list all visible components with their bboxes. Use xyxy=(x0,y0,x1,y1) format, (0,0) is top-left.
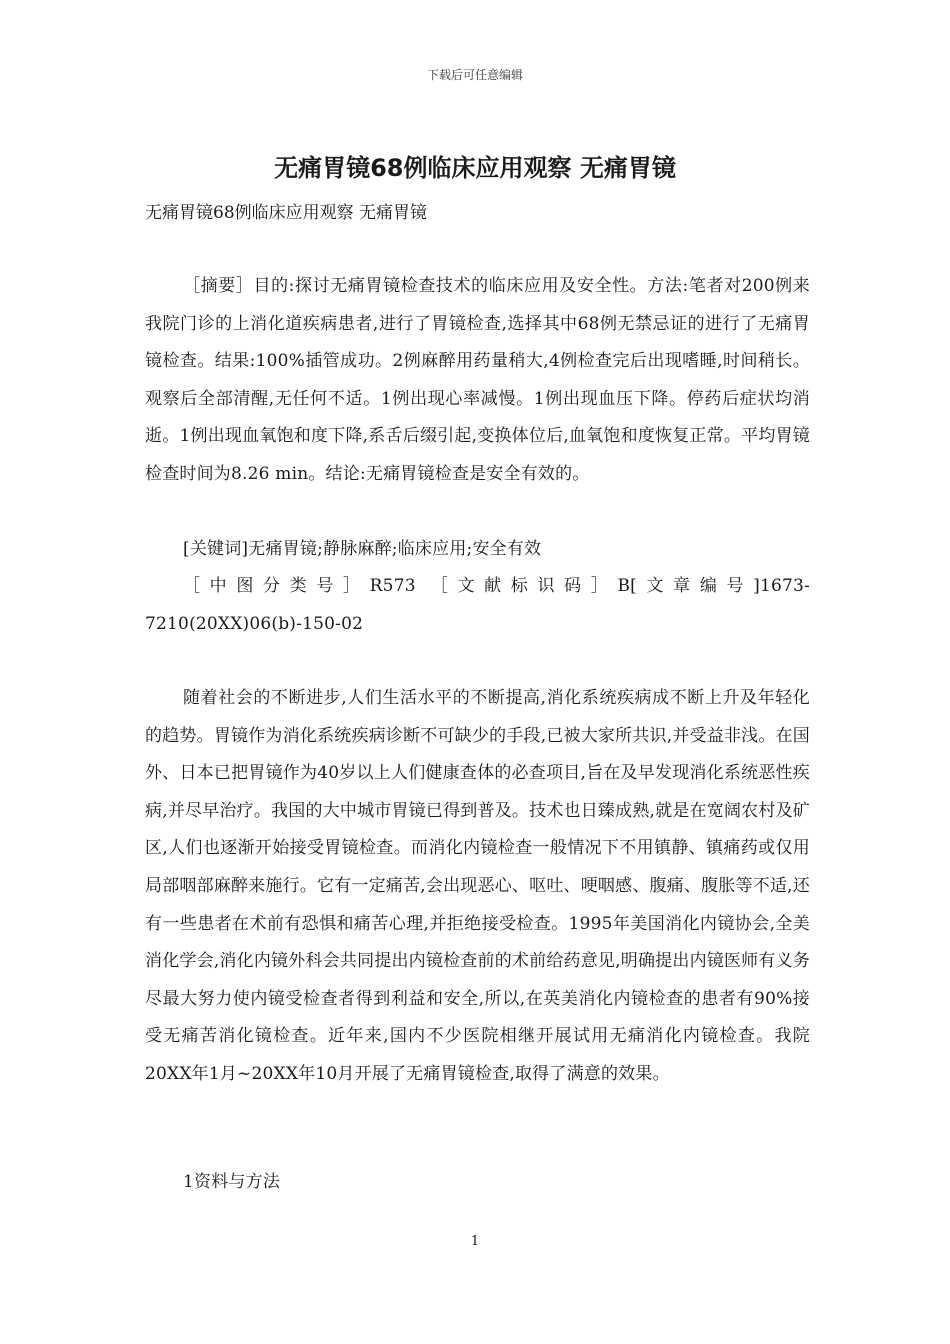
keywords-line: [关键词]无痛胃镜;静脉麻醉;临床应用;安全有效 xyxy=(183,539,542,559)
page-number: 1 xyxy=(470,1234,480,1249)
introduction-paragraph: 随着社会的不断进步,人们生活水平的不断提高,消化系统疾病成不断上升及年轻化的趋势。胃镜作为消化系统疾病诊断不可缺少的手段,已被大家所共识,并受益非浅。在国外、日本已把胃镜作为40岁以上人们健康查体的必查项目,旨在及早发现消化系统恶性疾病,并尽早治疗。我国的大中城市胃镜已得到普及。技术也日臻成熟,就是在宽阔农村及矿区,人们也逐渐开始接受胃镜检查。而消化内镜检查一般情况下不用镇静、镇痛药或仅用局部咽部麻醉来施行。它有一定痛苦,会出现恶心、呕吐、哽咽感、腹痛、腹胀等不适,还有一些患者在术前有恐惧和痛苦心理,并拒绝接受检查。1995年美国消化内镜协会,全美消化学会,消化内镜外科会共同提出内镜检查前的术前给药意见,明确提出内镜医师有义务尽最大努力使内镜受检查者得到利益和安全,所以,在英美消化内镜检查的患者有90%接受无痛苦消化镜检查。近年来,国内不少医院相继开展试用无痛消化内镜检查。我院20XX年1月~20XX年10月开展了无痛胃镜检查,取得了满意的效果。 xyxy=(145,688,810,1084)
header-note: 下载后可任意编辑 xyxy=(426,68,523,82)
document-title: 无痛胃镜68例临床应用观察 无痛胃镜 xyxy=(274,154,676,182)
abstract-paragraph: ［摘要］目的:探讨无痛胃镜检查技术的临床应用及安全性。方法:笔者对200例来我院门诊的上消化道疾病患者,进行了胃镜检查,选择其中68例无禁忌证的进行了无痛胃镜检查。结果:100%插管成功。2例麻醉用药量稍大,4例检查完后出现嗜睡,时间稍长。观察后全部清醒,无任何不适。1例出现心率减慢。1例出现血压下降。停药后症状均消逝。1例出现血氧饱和度下降,系舌后缀引起,变换体位后,血氧饱和度恢复正常。平均胃镜检查时间为8.26 min。结论:无痛胃镜检查是安全有效的。 xyxy=(145,276,810,484)
section-heading: 1资料与方法 xyxy=(183,1172,281,1192)
document-subtitle: 无痛胃镜68例临床应用观察 无痛胃镜 xyxy=(145,203,428,223)
classification-line: ［中图分类号］R573 ［文献标识码］B[文章编号]1673-7210(20XX)06(b)-150-02 xyxy=(145,576,810,634)
